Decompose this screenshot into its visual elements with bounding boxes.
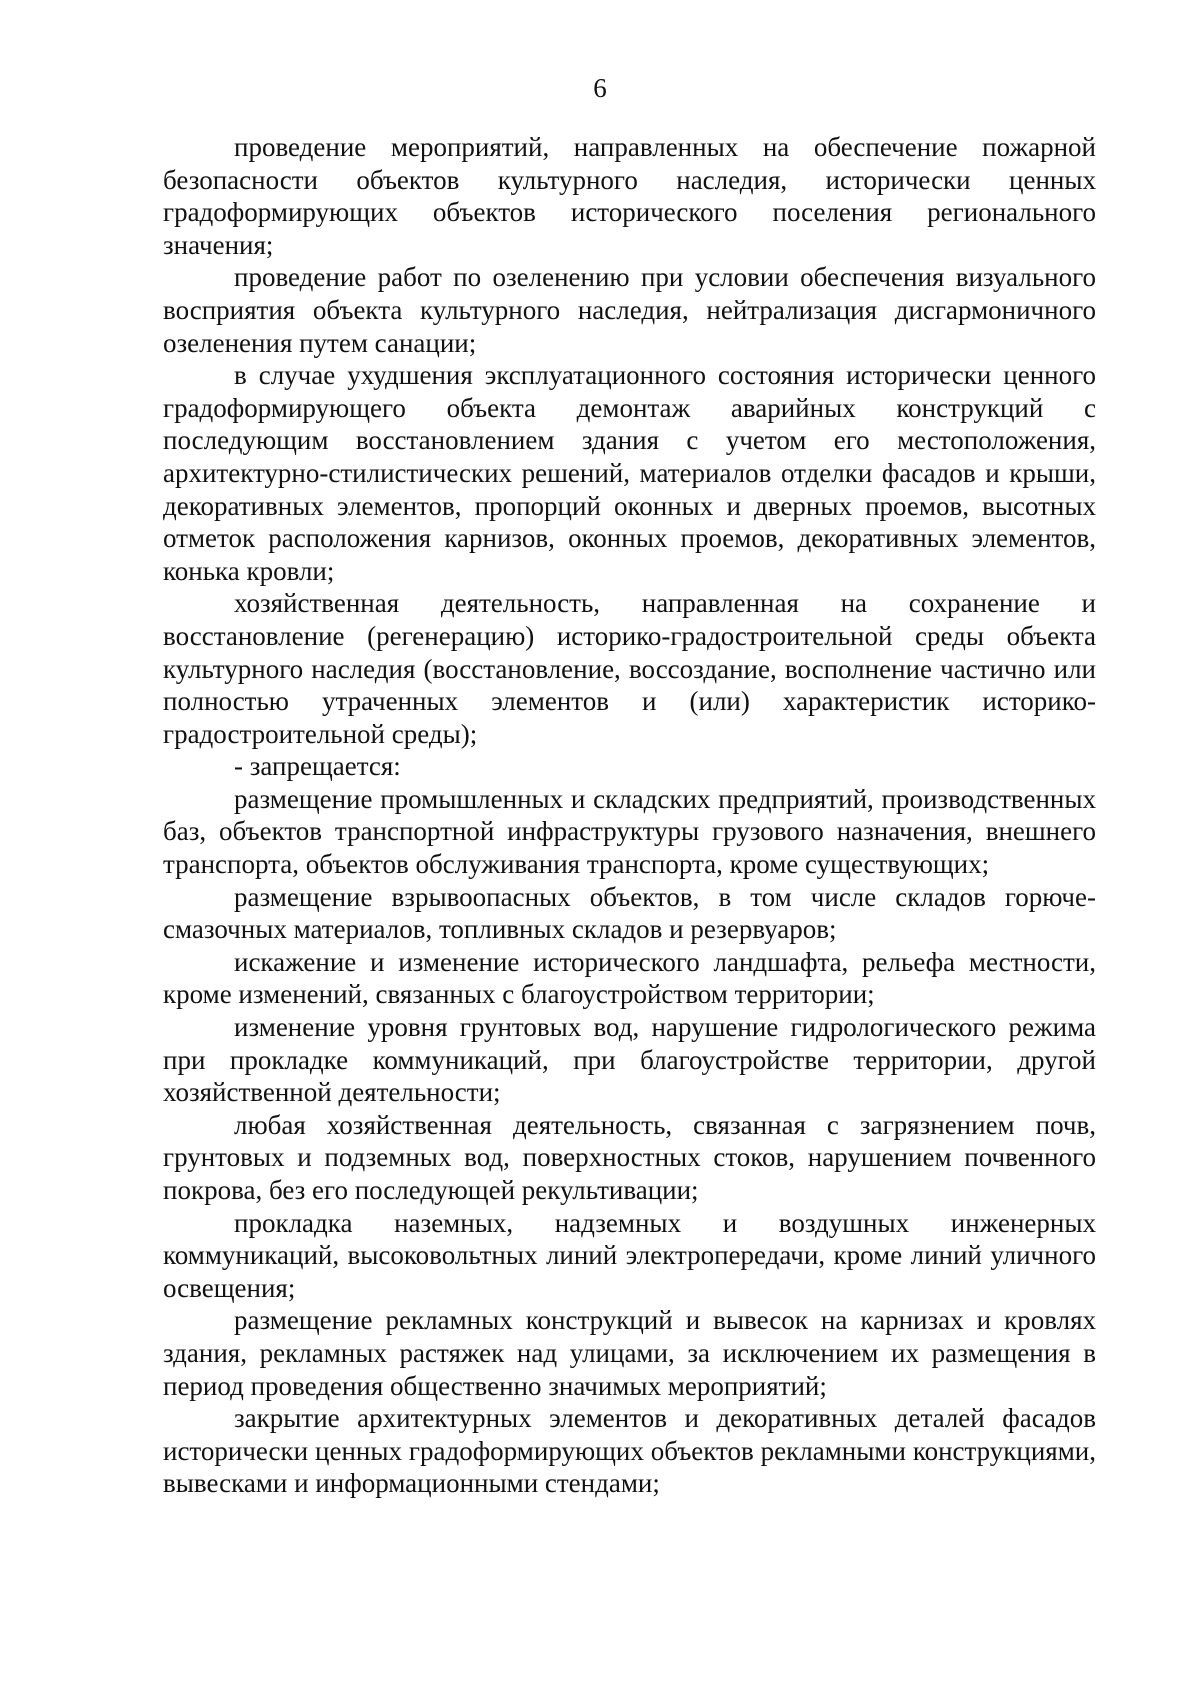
paragraph-landscape-distortion: искажение и изменение исторического ландшафта, рельефа местности, кроме изменений, связанных с благоустройством территории; [163,946,1096,1010]
paragraph-emergency-dismantling: в случае ухудшения эксплуатационного состояния исторически ценного градоформирующего объекта демонтаж аварийных конструкций с последующим восстановлением здания с учетом его местоположения, архитектурно-стилистических решений, материалов отделки фасадов и крыши, декоративных элементов, пропорций оконных и дверных проемов, высотных отметок расположения карнизов, оконных проемов, декоративных элементов, конька кровли; [163,360,1096,586]
paragraph-advertising: размещение рекламных конструкций и вывесок на карнизах и кровлях здания, рекламных растяжек над улицами, за исключением их размещения в период проведения общественно значимых мероприятий; [163,1305,1096,1401]
paragraph-facade-covering: закрытие архитектурных элементов и декоративных деталей фасадов исторически ценных градоформирующих объектов рекламными конструкциями, вывесками и информационными стендами; [163,1403,1096,1499]
paragraph-fire-safety: проведение мероприятий, направленных на обеспечение пожарной безопасности объектов культурного наследия, исторически ценных градоформирующих объектов исторического поселения регионального значения; [163,132,1096,260]
paragraph-utility-lines: прокладка наземных, надземных и воздушных инженерных коммуникаций, высоковольтных линий электропередачи, кроме линий уличного освещения; [163,1207,1096,1303]
paragraph-explosive-objects: размещение взрывоопасных объектов, в том числе складов горюче-смазочных материалов, топливных складов и резервуаров; [163,881,1096,945]
paragraph-economic-activity: хозяйственная деятельность, направленная на сохранение и восстановление (регенерацию) историко-градостроительной среды объекта культурного наследия (восстановление, воссоздание, восполнение частично или полностью утраченных элементов и (или) характеристик историко-градостроительной среды); [163,588,1096,749]
paragraph-pollution: любая хозяйственная деятельность, связанная с загрязнением почв, грунтовых и подземных вод, поверхностных стоков, нарушением почвенного покрова, без его последующей рекультивации; [163,1109,1096,1205]
document-body [163,131,1096,1500]
page-number: 6 [593,73,607,103]
paragraph-industrial-placement: размещение промышленных и складских предприятий, производственных баз, объектов транспортной инфраструктуры грузового назначения, внешнего транспорта, объектов обслуживания транспорта, кроме существующих; [163,783,1096,880]
paragraph-prohibited-heading: - запрещается: [234,751,401,782]
paragraph-landscaping: проведение работ по озеленению при условии обеспечения визуального восприятия объекта культурного наследия, нейтрализация дисгармоничного озеленения путем санации; [163,262,1096,358]
paragraph-groundwater: изменение уровня грунтовых вод, нарушение гидрологического режима при прокладке коммуникаций, при благоустройстве территории, другой хозяйственной деятельности; [163,1012,1096,1108]
